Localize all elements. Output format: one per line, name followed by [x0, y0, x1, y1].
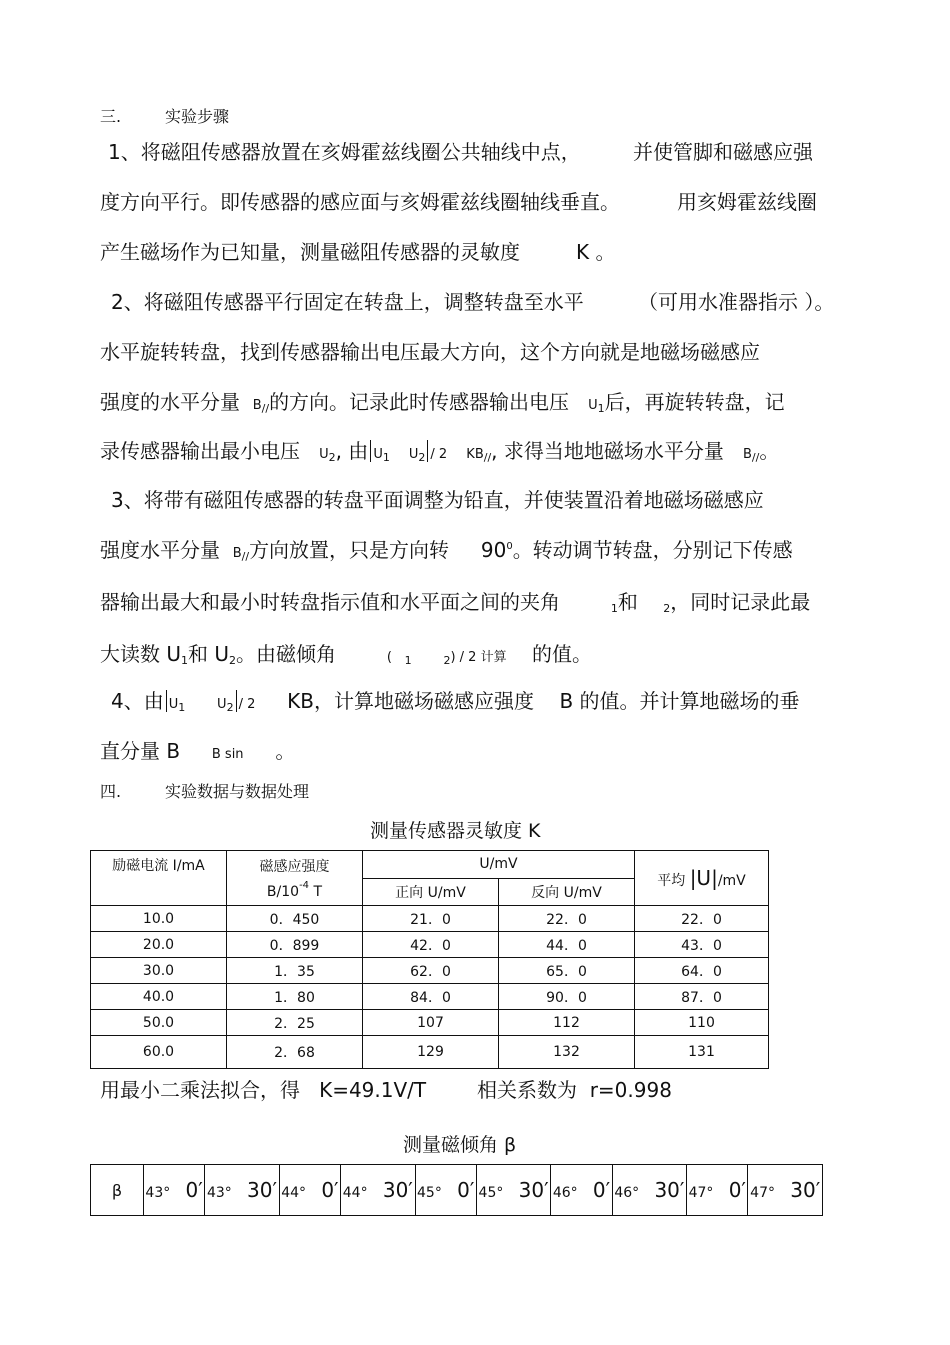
step2-line4: 录传感器输出最小电压 $U_2$, 由 $U_1$ $U_2 / 2$ $KB_{//}$, 求得当地地磁场水平分量 $B_{//}$。	[100, 439, 780, 464]
header-negative: 反向 U/mV	[499, 878, 635, 906]
beta-cell: 43° 0′	[144, 1165, 205, 1216]
header-avg: 平均 |U|/mV	[635, 851, 769, 906]
table-row: 30.0 1．35 62．0 65．0 64．0	[91, 958, 769, 984]
step3-line2: 强度水平分量 $B_{//}$方向放置，只是方向转 $90^0$。转动调节转盘，分别记下传感	[100, 538, 793, 563]
table-row: 10.0 0．450 21．0 22．0 22．0	[91, 906, 769, 932]
sensitivity-table	[90, 850, 769, 1069]
beta-cell: 47° 0′	[687, 1165, 748, 1216]
step1-line1b: 并使管脚和磁感应强	[633, 140, 813, 164]
beta-cell: 47° 30′	[748, 1165, 823, 1216]
step4-line1: 4、由 $U_1$ $U_2 / 2$ KB，计算地磁场磁感应强度 B 的值。并计算地磁场的垂	[111, 689, 800, 714]
beta-cell: 45° 30′	[476, 1165, 551, 1216]
beta-cell: 45° 0′	[415, 1165, 476, 1216]
section-4-number: 四.	[100, 782, 122, 801]
step1-line3a: 产生磁场作为已知量，测量磁阻传感器的灵敏度	[100, 240, 520, 264]
table-row: 60.0 2．68 129 132 131	[91, 1036, 769, 1069]
step3-line1: 3、将带有磁阻传感器的转盘平面调整为铅直，并使装置沿着地磁场磁感应	[111, 488, 764, 512]
table-row: 50.0 2．25 107 112 110	[91, 1010, 769, 1036]
section-4-title: 实验数据与数据处理	[165, 782, 310, 801]
step4-line2: 直分量 B B sin 。	[100, 739, 296, 763]
step1-line2b: 用亥姆霍兹线圈	[677, 190, 817, 214]
fit-result: 用最小二乘法拟合，得 K=49.1V/T 相关系数为 r=0.998	[100, 1078, 672, 1102]
step3-line4: 大读数 $U_1$和 $U_2$。由磁倾角 ( $_1$ $_2$) / 2 计算 的值。	[100, 642, 593, 667]
header-current: 励磁电流 I/mA	[91, 851, 227, 906]
step2-line1a: 2、将磁阻传感器平行固定在转盘上，调整转盘至水平	[111, 290, 584, 314]
step2-line3: 强度的水平分量 $B_{//}$的方向。记录此时传感器输出电压 $U_1$后，再旋转转盘，记	[100, 390, 785, 415]
step1-line2a: 度方向平行。即传感器的感应面与亥姆霍兹线圈轴线垂直。	[100, 190, 620, 214]
header-field: 磁感应强度 $B/10^{-4}$ T	[227, 851, 363, 906]
table-row: 40.0 1．80 84．0 90．0 87．0	[91, 984, 769, 1010]
step1-line1a: 1、将磁阻传感器放置在亥姆霍兹线圈公共轴线中点，	[108, 140, 581, 164]
step1-line3b: K 。	[576, 240, 616, 264]
beta-cell: 44° 0′	[279, 1165, 340, 1216]
beta-cell: 46° 30′	[612, 1165, 687, 1216]
section-3-title: 实验步骤	[165, 107, 230, 126]
beta-cell: 43° 30′	[205, 1165, 280, 1216]
step3-line3: 器输出最大和最小时转盘指示值和水平面之间的夹角 $_1$和 $_2$，同时记录此最	[100, 590, 811, 615]
table-row: 20.0 0．899 42．0 44．0 43．0	[91, 932, 769, 958]
header-u: U/mV	[363, 851, 635, 879]
table1-title: 测量传感器灵敏度 K	[370, 820, 541, 842]
header-positive: 正向 U/mV	[363, 878, 499, 906]
step2-line2: 水平旋转转盘，找到传感器输出电压最大方向，这个方向就是地磁场磁感应	[100, 340, 760, 364]
step2-line1b: （可用水准器指示 ）。	[638, 290, 835, 314]
beta-cell: 44° 30′	[341, 1165, 416, 1216]
beta-label: β	[91, 1165, 144, 1216]
table2-title: 测量磁倾角 β	[403, 1134, 517, 1156]
beta-cell: 46° 0′	[551, 1165, 612, 1216]
dip-angle-table	[90, 1164, 823, 1216]
section-3-number: 三.	[100, 107, 122, 126]
